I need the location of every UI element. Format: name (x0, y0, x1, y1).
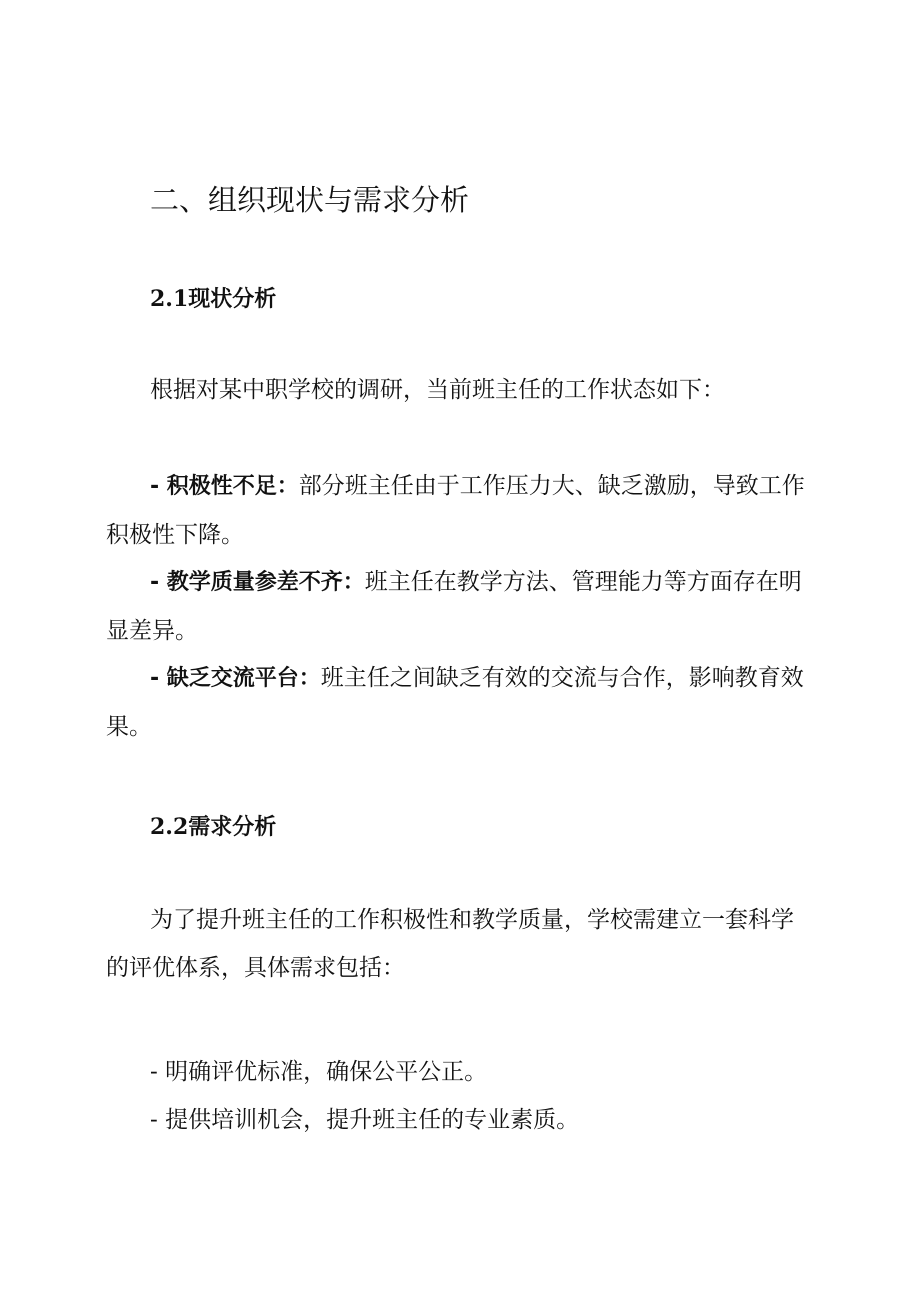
status-intro-paragraph (106, 366, 806, 414)
status-item-1 (106, 462, 806, 559)
status-item-2-label: - 教学质量参差不齐： (150, 570, 365, 595)
needs-item-1 (106, 1048, 806, 1096)
needs-item-1-text: - 明确评优标准，确保公平公正。 (150, 1059, 488, 1085)
status-item-2 (106, 558, 806, 655)
needs-item-2-text: - 提供培训机会，提升班主任的专业素质。 (150, 1107, 580, 1133)
status-item-3 (106, 654, 806, 751)
subsection-title-status: 2.1现状分析 (150, 286, 277, 312)
status-item-1-label: - 积极性不足： (150, 474, 299, 499)
needs-intro-text: 为了提升班主任的工作积极性和教学质量，学校需建立一套科学的评优体系，具体需求包括： (106, 907, 794, 981)
needs-intro-paragraph (106, 896, 806, 992)
subsection-title-needs: 2.2需求分析 (150, 814, 277, 840)
status-item-2-text: 班主任在教学方法、管理能力等方面存在明显差异。 (106, 569, 802, 644)
status-item-3-text: 班主任之间缺乏有效的交流与合作，影响教育效果。 (106, 665, 804, 740)
section-title: 二、组织现状与需求分析 (150, 183, 470, 217)
status-intro-text: 根据对某中职学校的调研，当前班主任的工作状态如下： (150, 377, 725, 403)
needs-item-2 (106, 1096, 806, 1144)
status-item-3-label: - 缺乏交流平台： (150, 666, 321, 691)
status-item-1-text: 部分班主任由于工作压力大、缺乏激励，导致工作积极性下降。 (106, 473, 805, 548)
